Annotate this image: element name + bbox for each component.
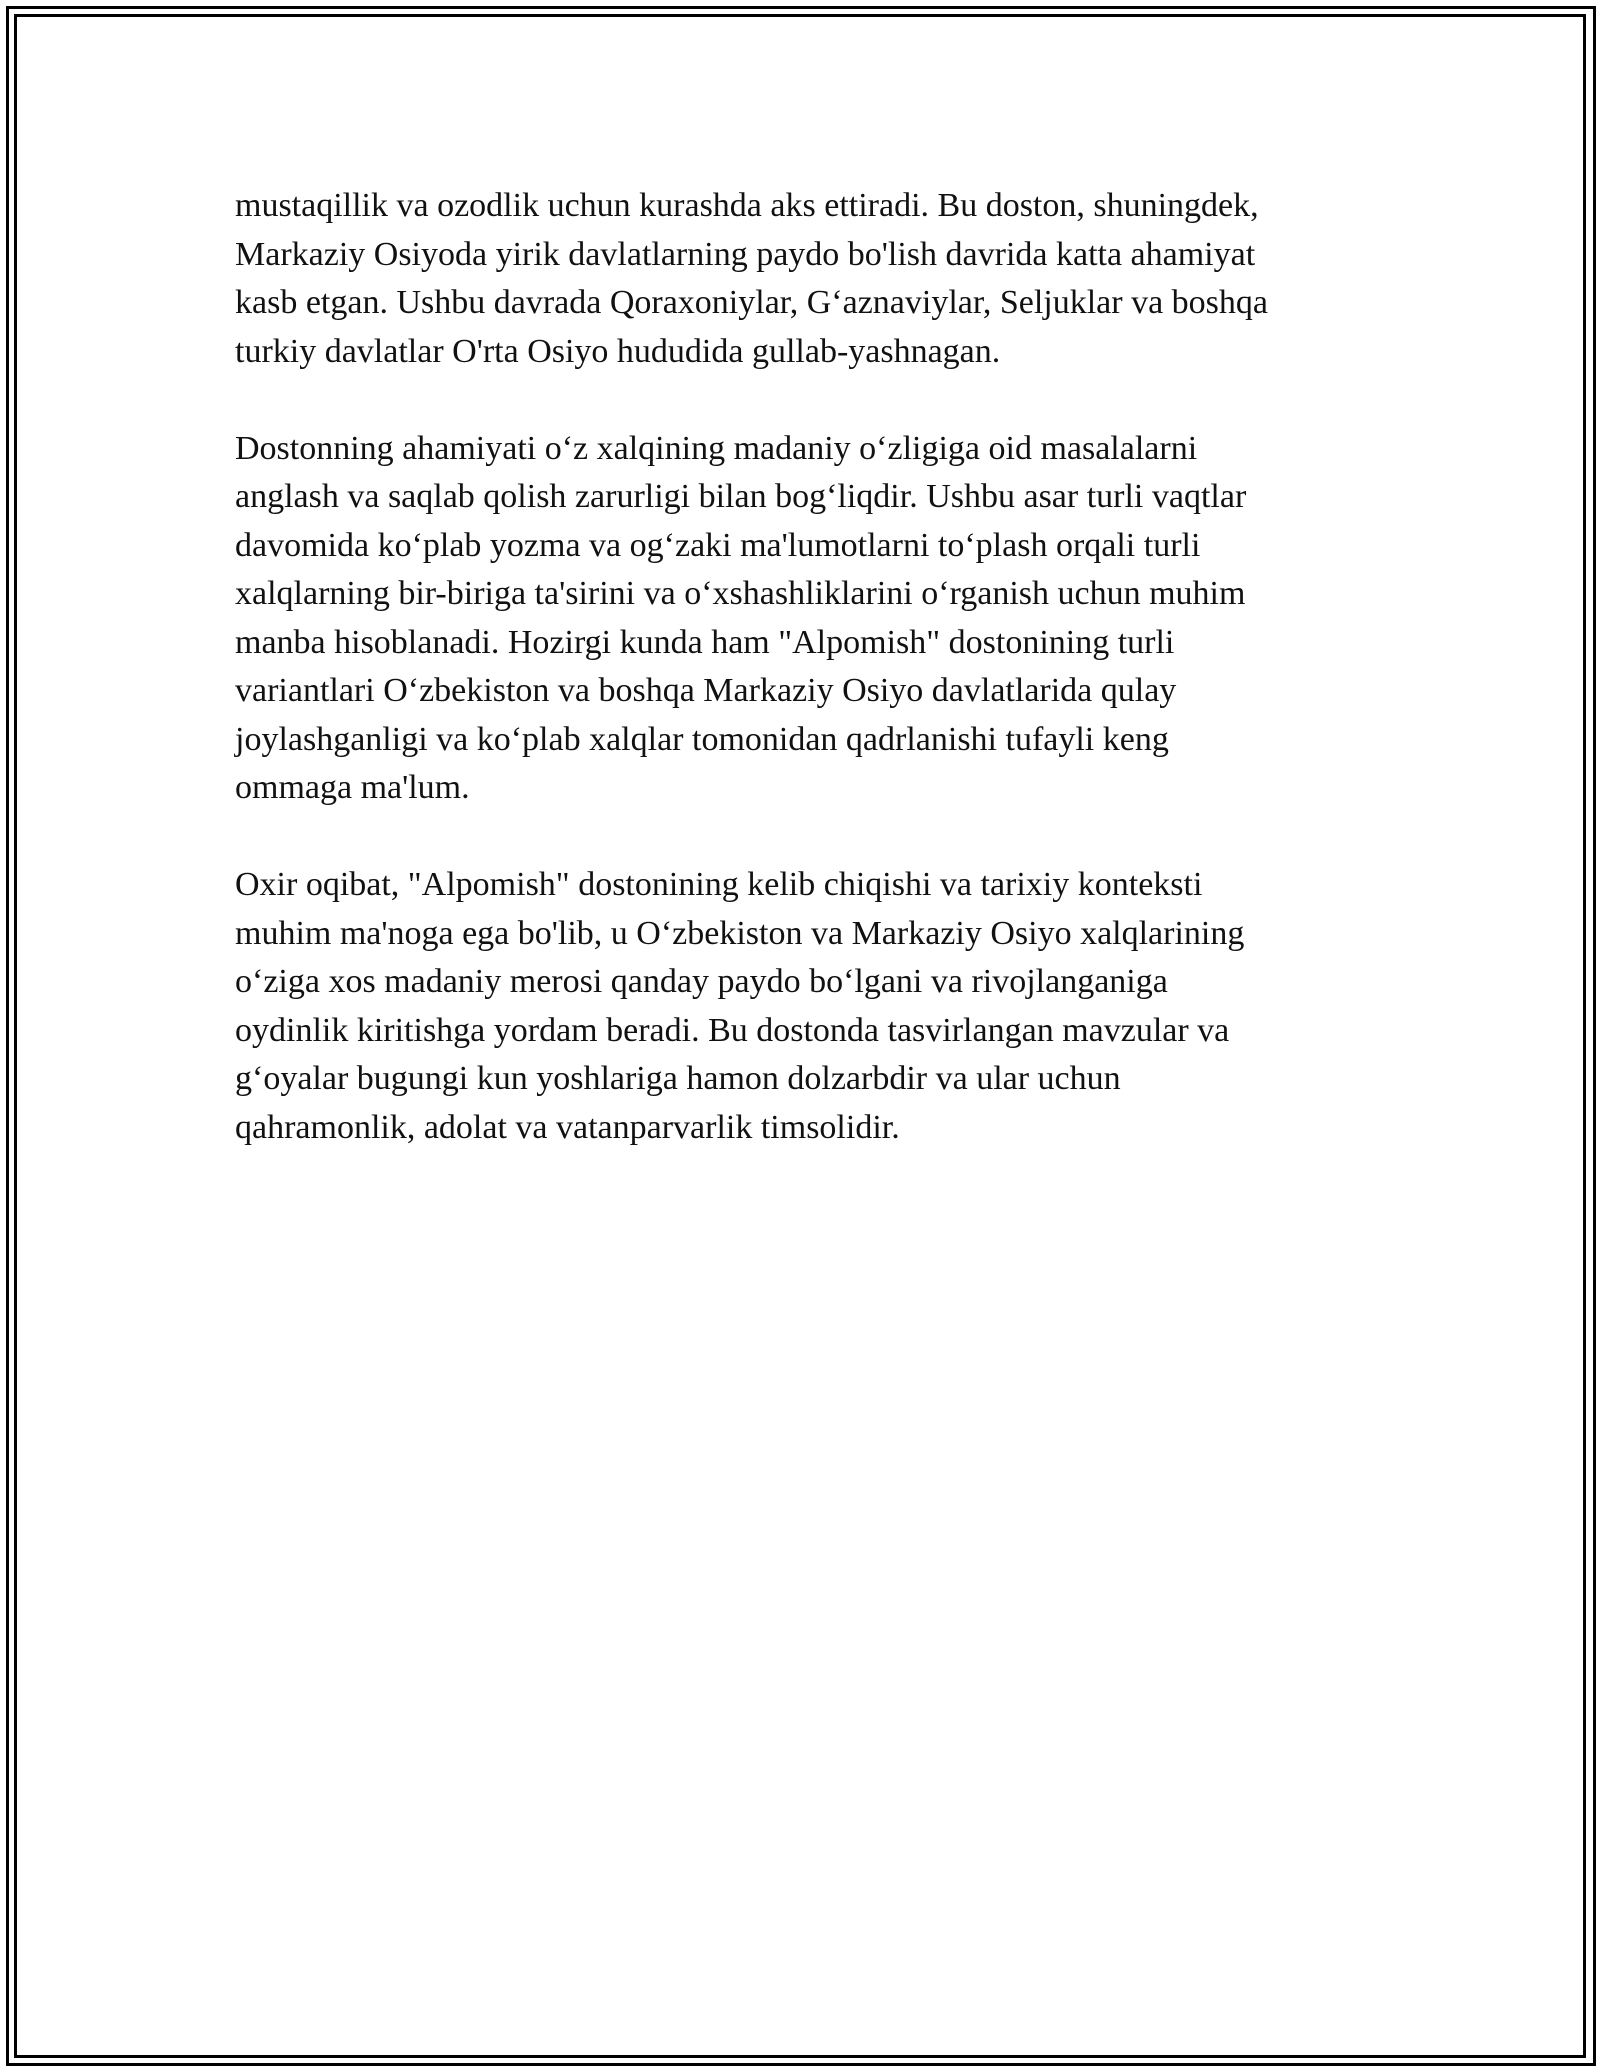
text-line: turkiy davlatlar O'rta Osiyo hududida gullab-yashnagan. — [235, 332, 1001, 370]
text-line: davomida ko‘plab yozma va og‘zaki ma'lumotlarni to‘plash orqali turli — [235, 526, 1201, 564]
text-line: Oxir oqibat, "Alpomish" dostonining kelib chiqishi va tarixiy konteksti — [235, 866, 1203, 903]
paragraph-1 — [235, 182, 1375, 376]
text-line: mustaqillik va ozodlik uchun kurashda aks ettiradi. Bu doston, shuningdek, — [235, 187, 1259, 224]
text-line: Markaziy Osiyoda yirik davlatlarning paydo bo'lish davrida katta ahamiyat — [235, 235, 1256, 273]
text-line: muhim ma'noga ega bo'lib, u O‘zbekiston va Markaziy Osiyo xalqlarining — [235, 914, 1245, 952]
text-line: qahramonlik, adolat va vatanparvarlik timsolidir. — [235, 1108, 900, 1146]
text-line: Dostonning ahamiyati o‘z xalqining madaniy o‘zligiga oid masalalarni — [235, 429, 1198, 467]
text-line: joylashganligi va ko‘plab xalqlar tomonidan qadrlanishi tufayli keng — [235, 720, 1169, 758]
paragraph-3 — [235, 861, 1375, 1152]
text-line: o‘ziga xos madaniy merosi qanday paydo bo‘lgani va rivojlanganiga — [235, 963, 1168, 1000]
paragraph-2 — [235, 425, 1375, 813]
text-line: manba hisoblanadi. Hozirgi kunda ham "Alpomish" dostonining turli — [235, 623, 1175, 661]
text-line: oydinlik kiritishga yordam beradi. Bu dostonda tasvirlangan mavzular va — [235, 1011, 1230, 1049]
document-body — [235, 182, 1375, 1201]
text-line: g‘oyalar bugungi kun yoshlariga hamon dolzarbdir va ular uchun — [235, 1060, 1121, 1097]
text-line: variantlari O‘zbekiston va boshqa Markaziy Osiyo davlatlarida qulay — [235, 672, 1177, 709]
text-line: xalqlarning bir-biriga ta'sirini va o‘xshashliklarini o‘rganish uchun muhim — [235, 575, 1246, 612]
text-line: kasb etgan. Ushbu davrada Qoraxoniylar, G‘aznaviylar, Seljuklar va boshqa — [235, 284, 1268, 321]
text-line: ommaga ma'lum. — [235, 769, 470, 806]
text-line: anglash va saqlab qolish zarurligi bilan bog‘liqdir. Ushbu asar turli vaqtlar — [235, 478, 1247, 515]
